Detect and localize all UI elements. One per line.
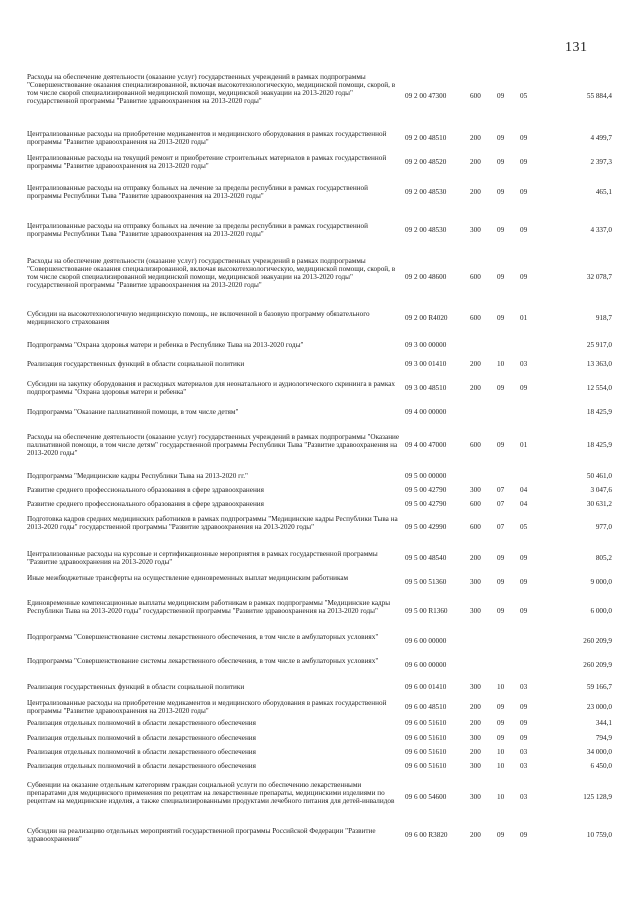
row-code: 09 6 00 00000 xyxy=(405,661,447,669)
row-section: 09 xyxy=(497,314,505,322)
row-code: 09 4 00 47000 xyxy=(405,441,447,449)
row-expense-type: 300 xyxy=(470,734,481,742)
row-code: 09 2 00 48520 xyxy=(405,158,447,166)
row-amount: 3 047,6 xyxy=(590,486,612,494)
row-subsection: 09 xyxy=(520,703,528,711)
row-code: 09 5 00 51360 xyxy=(405,578,447,586)
row-subsection: 09 xyxy=(520,607,528,615)
row-expense-type: 200 xyxy=(470,158,481,166)
row-expense-type: 300 xyxy=(470,226,481,234)
row-section: 09 xyxy=(497,703,505,711)
row-amount: 918,7 xyxy=(595,314,612,322)
row-subsection: 09 xyxy=(520,134,528,142)
row-section: 10 xyxy=(497,748,505,756)
row-section: 07 xyxy=(497,500,505,508)
row-subsection: 09 xyxy=(520,719,528,727)
row-section: 09 xyxy=(497,188,505,196)
row-section: 09 xyxy=(497,734,505,742)
row-description: Реализация отдельных полномочий в области лекарственного обеспечения xyxy=(27,719,256,727)
row-amount: 23 000,0 xyxy=(586,703,612,711)
row-subsection: 09 xyxy=(520,554,528,562)
row-section: 09 xyxy=(497,384,505,392)
row-description: Единовременные компенсационные выплаты медицинским работникам в рамках подпрограммы "Медицинские кадры Республики Тыва на 2013-2020 годы" государственной программы "Развитие здравоохранения на 2013-2020 годы" xyxy=(27,599,391,615)
row-expense-type: 200 xyxy=(470,134,481,142)
row-subsection: 09 xyxy=(520,188,528,196)
row-description: Подпрограмма "Совершенствование системы лекарственного обеспечения, в том числе в амбулаторных условиях" xyxy=(27,633,379,641)
row-code: 09 5 00 R1360 xyxy=(405,607,448,615)
row-description: Подпрограмма "Медицинские кадры Республики Тыва на 2013-2020 гг." xyxy=(27,472,248,480)
row-expense-type: 200 xyxy=(470,360,481,368)
row-code: 09 5 00 42990 xyxy=(405,523,447,531)
row-expense-type: 600 xyxy=(470,523,481,531)
row-expense-type: 200 xyxy=(470,554,481,562)
row-subsection: 03 xyxy=(520,683,528,691)
row-expense-type: 200 xyxy=(470,719,481,727)
row-expense-type: 600 xyxy=(470,273,481,281)
row-code: 09 6 00 51610 xyxy=(405,719,447,727)
row-section: 09 xyxy=(497,554,505,562)
row-amount: 12 554,0 xyxy=(586,384,612,392)
row-description: Подпрограмма "Охрана здоровья матери и ребенка в Республике Тыва на 2013-2020 годы" xyxy=(27,341,304,349)
row-amount: 977,0 xyxy=(595,523,612,531)
row-expense-type: 300 xyxy=(470,607,481,615)
row-amount: 125 128,9 xyxy=(583,793,612,801)
row-expense-type: 300 xyxy=(470,793,481,801)
row-amount: 13 363,0 xyxy=(586,360,612,368)
row-section: 09 xyxy=(497,226,505,234)
row-section: 09 xyxy=(497,158,505,166)
row-code: 09 2 00 48530 xyxy=(405,188,447,196)
row-code: 09 5 00 42790 xyxy=(405,486,447,494)
row-section: 10 xyxy=(497,762,505,770)
row-amount: 50 461,0 xyxy=(586,472,612,480)
row-section: 10 xyxy=(497,793,505,801)
row-description: Иные межбюджетные трансферты на осуществление единовременных выплат медицинским работникам xyxy=(27,574,349,582)
row-expense-type: 600 xyxy=(470,500,481,508)
row-subsection: 03 xyxy=(520,793,528,801)
row-amount: 2 397,3 xyxy=(590,158,612,166)
row-code: 09 6 00 51610 xyxy=(405,734,447,742)
row-section: 09 xyxy=(497,578,505,586)
row-amount: 794,9 xyxy=(595,734,612,742)
row-amount: 6 450,0 xyxy=(590,762,612,770)
row-code: 09 2 00 47300 xyxy=(405,92,447,100)
row-description: Централизованные расходы на приобретение медикаментов и медицинского оборудования в рамках государственной программы "Развитие здравоохранения на 2013-2020 годы" xyxy=(27,130,387,146)
row-amount: 18 425,9 xyxy=(586,408,612,416)
row-amount: 25 917,0 xyxy=(586,341,612,349)
row-expense-type: 200 xyxy=(470,748,481,756)
row-section: 10 xyxy=(497,360,505,368)
row-description: Реализация отдельных полномочий в области лекарственного обеспечения xyxy=(27,734,256,742)
row-description: Расходы на обеспечение деятельности (оказание услуг) государственных учреждений в рамках подпрограммы "Совершенствование оказания специализированной, включая высокотехнологическую, медицинской помощи, скорой, в том числе скорой специализированной медицинской помощи, медицинской эвакуации на 2013-2020 годы" государственной программы "Развитие здравоохранения на 2013-2020 годы" xyxy=(27,257,396,289)
row-amount: 59 166,7 xyxy=(586,683,612,691)
row-subsection: 05 xyxy=(520,523,528,531)
row-code: 09 5 00 42790 xyxy=(405,500,447,508)
row-expense-type: 300 xyxy=(470,683,481,691)
row-description: Расходы на обеспечение деятельности (оказание услуг) государственных учреждений в рамках подпрограммы "Совершенствование оказания специализированной, включая высокотехнологическую, медицинской помощи, скорой, в том числе скорой специализированной медицинской помощи, медицинской эвакуации на 2013-2020 годы" государственной программы "Развитие здравоохранения на 2013-2020 годы" xyxy=(27,73,396,105)
row-expense-type: 300 xyxy=(470,578,481,586)
row-description: Централизованные расходы на приобретение медикаментов и медицинского оборудования в рамках государственной программы "Развитие здравоохранения на 2013-2020 годы" xyxy=(27,699,387,715)
row-section: 09 xyxy=(497,92,505,100)
row-subsection: 09 xyxy=(520,273,528,281)
row-subsection: 03 xyxy=(520,360,528,368)
row-code: 09 6 00 54600 xyxy=(405,793,447,801)
row-subsection: 03 xyxy=(520,762,528,770)
row-code: 09 4 00 00000 xyxy=(405,408,447,416)
row-description: Подпрограмма "Совершенствование системы лекарственного обеспечения, в том числе в амбулаторных условиях" xyxy=(27,657,379,665)
row-code: 09 3 00 01410 xyxy=(405,360,447,368)
row-amount: 260 209,9 xyxy=(583,637,612,645)
row-code: 09 6 00 51610 xyxy=(405,762,447,770)
row-description: Субвенции на оказание отдельным категориям граждан социальной услуги по обеспечению лекарственными препаратами для медицинского применения по рецептам на лекарственные препараты, медицинскими изделиями по рецептам на медицинские изделия, а также специализированными продуктами лечебного питания для детей-инвалидов xyxy=(27,781,395,805)
row-expense-type: 200 xyxy=(470,831,481,839)
row-section: 09 xyxy=(497,134,505,142)
row-expense-type: 300 xyxy=(470,486,481,494)
row-code: 09 6 00 48510 xyxy=(405,703,447,711)
row-amount: 9 000,0 xyxy=(590,578,612,586)
row-description: Реализация отдельных полномочий в области лекарственного обеспечения xyxy=(27,748,256,756)
row-code: 09 2 00 R4020 xyxy=(405,314,448,322)
row-section: 09 xyxy=(497,607,505,615)
row-expense-type: 600 xyxy=(470,92,481,100)
row-section: 09 xyxy=(497,273,505,281)
row-subsection: 01 xyxy=(520,441,528,449)
row-subsection: 04 xyxy=(520,500,528,508)
row-amount: 465,1 xyxy=(595,188,612,196)
row-description: Централизованные расходы на отправку больных на лечение за пределы республики в рамках государственной программы Республики Тыва "Развитие здравоохранения на 2013-2020 годы" xyxy=(27,184,368,200)
row-amount: 55 884,4 xyxy=(586,92,612,100)
row-expense-type: 600 xyxy=(470,441,481,449)
row-amount: 4 337,0 xyxy=(590,226,612,234)
row-amount: 18 425,9 xyxy=(586,441,612,449)
row-code: 09 6 00 00000 xyxy=(405,637,447,645)
row-amount: 805,2 xyxy=(595,554,612,562)
row-section: 09 xyxy=(497,441,505,449)
row-description: Реализация государственных функций в области социальной политики xyxy=(27,683,245,691)
row-code: 09 3 00 48510 xyxy=(405,384,447,392)
row-description: Подготовка кадров средних медицинских работников в рамках подпрограммы "Медицинские кадры Республики Тыва на 2013-2020 годы" государственной программы "Развитие здравоохранения на 2013-2020 годы" xyxy=(27,515,398,531)
row-description: Развитие среднего профессионального образования в сфере здравоохранения xyxy=(27,486,264,494)
row-subsection: 03 xyxy=(520,748,528,756)
row-description: Централизованные расходы на курсовые и сертификационные мероприятия в рамках государственной программы "Развитие здравоохранения на 2013-2020 годы" xyxy=(27,550,378,566)
row-code: 09 3 00 00000 xyxy=(405,341,447,349)
row-subsection: 09 xyxy=(520,831,528,839)
row-expense-type: 600 xyxy=(470,314,481,322)
row-description: Реализация отдельных полномочий в области лекарственного обеспечения xyxy=(27,762,256,770)
row-code: 09 5 00 00000 xyxy=(405,472,447,480)
row-subsection: 09 xyxy=(520,384,528,392)
row-subsection: 09 xyxy=(520,734,528,742)
row-section: 09 xyxy=(497,831,505,839)
row-amount: 260 209,9 xyxy=(583,661,612,669)
row-code: 09 2 00 48530 xyxy=(405,226,447,234)
row-description: Реализация государственных функций в области социальной политики xyxy=(27,360,245,368)
row-description: Развитие среднего профессионального образования в сфере здравоохранения xyxy=(27,500,264,508)
page-number: 131 xyxy=(565,40,588,55)
row-section: 09 xyxy=(497,719,505,727)
row-amount: 30 631,2 xyxy=(586,500,612,508)
row-subsection: 04 xyxy=(520,486,528,494)
row-code: 09 6 00 51610 xyxy=(405,748,447,756)
row-description: Расходы на обеспечение деятельности (оказание услуг) государственных учреждений в рамках подпрограммы "Оказание паллиативной помощи, в том числе детям" государственной программы Республики Тыва "Развитие здравоохранения на 2013-2020 годы" xyxy=(27,433,400,457)
row-description: Подпрограмма "Оказание паллиативной помощи, в том числе детям" xyxy=(27,408,239,416)
row-subsection: 09 xyxy=(520,226,528,234)
row-amount: 34 000,0 xyxy=(586,748,612,756)
row-code: 09 2 00 48600 xyxy=(405,273,447,281)
row-subsection: 05 xyxy=(520,92,528,100)
row-description: Субсидии на закупку оборудования и расходных материалов для неонатального и аудиологического скрининга в рамках подпрограммы "Охрана здоровья матери и ребенка" xyxy=(27,380,395,396)
row-code: 09 2 00 48510 xyxy=(405,134,447,142)
row-subsection: 01 xyxy=(520,314,528,322)
row-description: Централизованные расходы на текущий ремонт и приобретение строительных материалов в рамках государственной программы "Развитие здравоохранения на 2013-2020 годы" xyxy=(27,154,387,170)
row-amount: 10 759,0 xyxy=(586,831,612,839)
row-amount: 344,1 xyxy=(595,719,612,727)
row-section: 07 xyxy=(497,486,505,494)
row-amount: 4 499,7 xyxy=(590,134,612,142)
row-expense-type: 200 xyxy=(470,703,481,711)
row-description: Субсидии на высокотехнологичную медицинскую помощь, не включенной в базовую программу обязательного медицинского страхования xyxy=(27,310,370,326)
row-section: 10 xyxy=(497,683,505,691)
row-expense-type: 300 xyxy=(470,762,481,770)
row-amount: 6 000,0 xyxy=(590,607,612,615)
row-expense-type: 200 xyxy=(470,384,481,392)
row-amount: 32 078,7 xyxy=(586,273,612,281)
row-code: 09 5 00 48540 xyxy=(405,554,447,562)
row-subsection: 09 xyxy=(520,158,528,166)
row-code: 09 6 00 01410 xyxy=(405,683,447,691)
row-section: 07 xyxy=(497,523,505,531)
row-description: Субсидии на реализацию отдельных мероприятий государственной программы Российской Федерации "Развитие здравоохранения" xyxy=(27,827,376,843)
row-description: Централизованные расходы на отправку больных на лечение за пределы республики в рамках государственной программы Республики Тыва "Развитие здравоохранения на 2013-2020 годы" xyxy=(27,222,368,238)
row-subsection: 09 xyxy=(520,578,528,586)
row-code: 09 6 00 R3820 xyxy=(405,831,448,839)
row-expense-type: 200 xyxy=(470,188,481,196)
